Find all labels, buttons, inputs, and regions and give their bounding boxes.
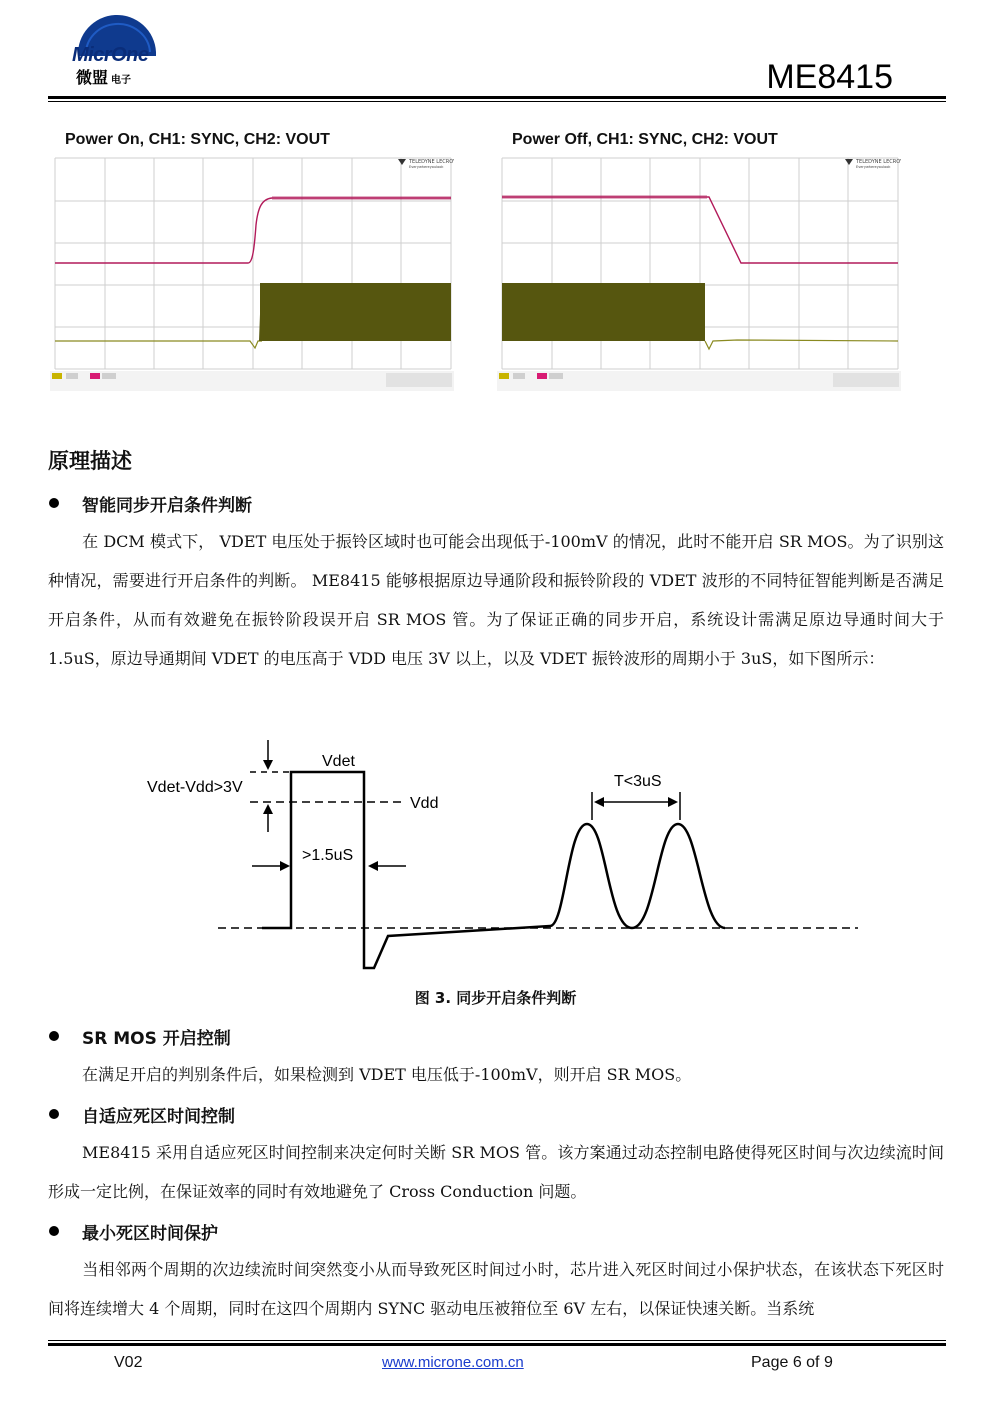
scope-info-bar [497, 371, 901, 391]
paragraph-min-dead-time: 当相邻两个周期的次边续流时间突然变小从而导致死区时间过小时，芯片进入死区时间过小保护状态，在该状态下死区时间将连续增大 4 个周期，同时在这四个周期内 SYNC 驱动电压被箝位至 6V 左右，以保证快速关断。当系统 [48, 1260, 944, 1318]
ch2-switching-block [260, 283, 451, 341]
svg-text:TELEDYNE LECROY: TELEDYNE LECROY [409, 159, 454, 165]
svg-text:Everywhereyoulook: Everywhereyoulook [409, 165, 444, 169]
section-title: 原理描述 [48, 448, 132, 473]
timing-diagram [140, 740, 870, 980]
paragraph-dead-time: ME8415 采用自适应死区时间控制来决定何时关断 SR MOS 管。该方案通过动态控制电路使得死区时间与次边续流时间形成一定比例，在保证效率的同时有效地避免了 Cross Conduction 问题。 [48, 1143, 944, 1201]
footer-url-link[interactable]: www.microne.com.cn [382, 1354, 524, 1371]
scope-caption-power-on: Power On, CH1: SYNC, CH2: VOUT [65, 131, 330, 148]
period-label: T<3uS [614, 773, 662, 790]
oscilloscope-power-off [497, 153, 901, 391]
bullet-title-dead-time: 自适应死区时间控制 [82, 1107, 235, 1127]
header-rule-thin [48, 101, 946, 102]
paragraph-smart-sync: 在 DCM 模式下， VDET 电压处于振铃区域时也可能会出现低于-100mV 的情况，此时不能开启 SR MOS。为了识别这种情况，需要进行开启条件的判断。 ME8415 能够根据原边导通阶段和振铃阶段的 VDET 波形的不同特征智能判断是否满足开启条件，从而有效避免在振铃阶段误开启 SR MOS 管。为了保证正确的同步开启，系统设计需满足原边导通时间大于 1.5uS，原边导通期间 VDET 的电压高于 VDD 电压 3V 以上，以及 VDET 振铃波形的周期小于 3uS，如下图所示： [48, 532, 944, 668]
footer-rule-thin [48, 1340, 946, 1341]
vdet-vdd-label: Vdet-Vdd>3V [147, 779, 243, 796]
header-rule [48, 96, 946, 99]
bullet-dot [49, 498, 59, 508]
oscilloscope-power-on [50, 153, 454, 391]
svg-text:Everywhereyoulook: Everywhereyoulook [856, 165, 891, 169]
model-number: ME8415 [766, 58, 893, 96]
footer-version: V02 [114, 1354, 143, 1371]
vdet-label: Vdet [322, 753, 355, 770]
bullet-dot [49, 1031, 59, 1041]
scope-info-bar [50, 371, 454, 391]
figure-caption: 图 3. 同步开启条件判断 [414, 989, 577, 1007]
svg-text:TELEDYNE LECROY: TELEDYNE LECROY [856, 159, 901, 165]
bullet-title-sr-mos: SR MOS 开启控制 [82, 1029, 231, 1049]
footer-rule [48, 1343, 946, 1346]
vdd-label: Vdd [410, 795, 439, 812]
scope-caption-power-off: Power Off, CH1: SYNC, CH2: VOUT [512, 131, 778, 148]
bullet-title-min-dead-time: 最小死区时间保护 [82, 1224, 218, 1244]
paragraph-sr-mos: 在满足开启的判别条件后，如果检测到 VDET 电压低于-100mV，则开启 SR MOS。 [82, 1065, 692, 1084]
ton-label: >1.5uS [302, 847, 354, 864]
logo-text: MicrOne [72, 44, 149, 66]
bullet-title-smart-sync: 智能同步开启条件判断 [82, 496, 252, 516]
footer-url-wrap [382, 1354, 524, 1372]
logo-chinese: 微盟 电子 [76, 68, 132, 87]
bullet-dot [49, 1226, 59, 1236]
footer-page-number: Page 6 of 9 [751, 1354, 833, 1371]
bullet-dot [49, 1109, 59, 1119]
ch2-switching-block [502, 283, 705, 341]
